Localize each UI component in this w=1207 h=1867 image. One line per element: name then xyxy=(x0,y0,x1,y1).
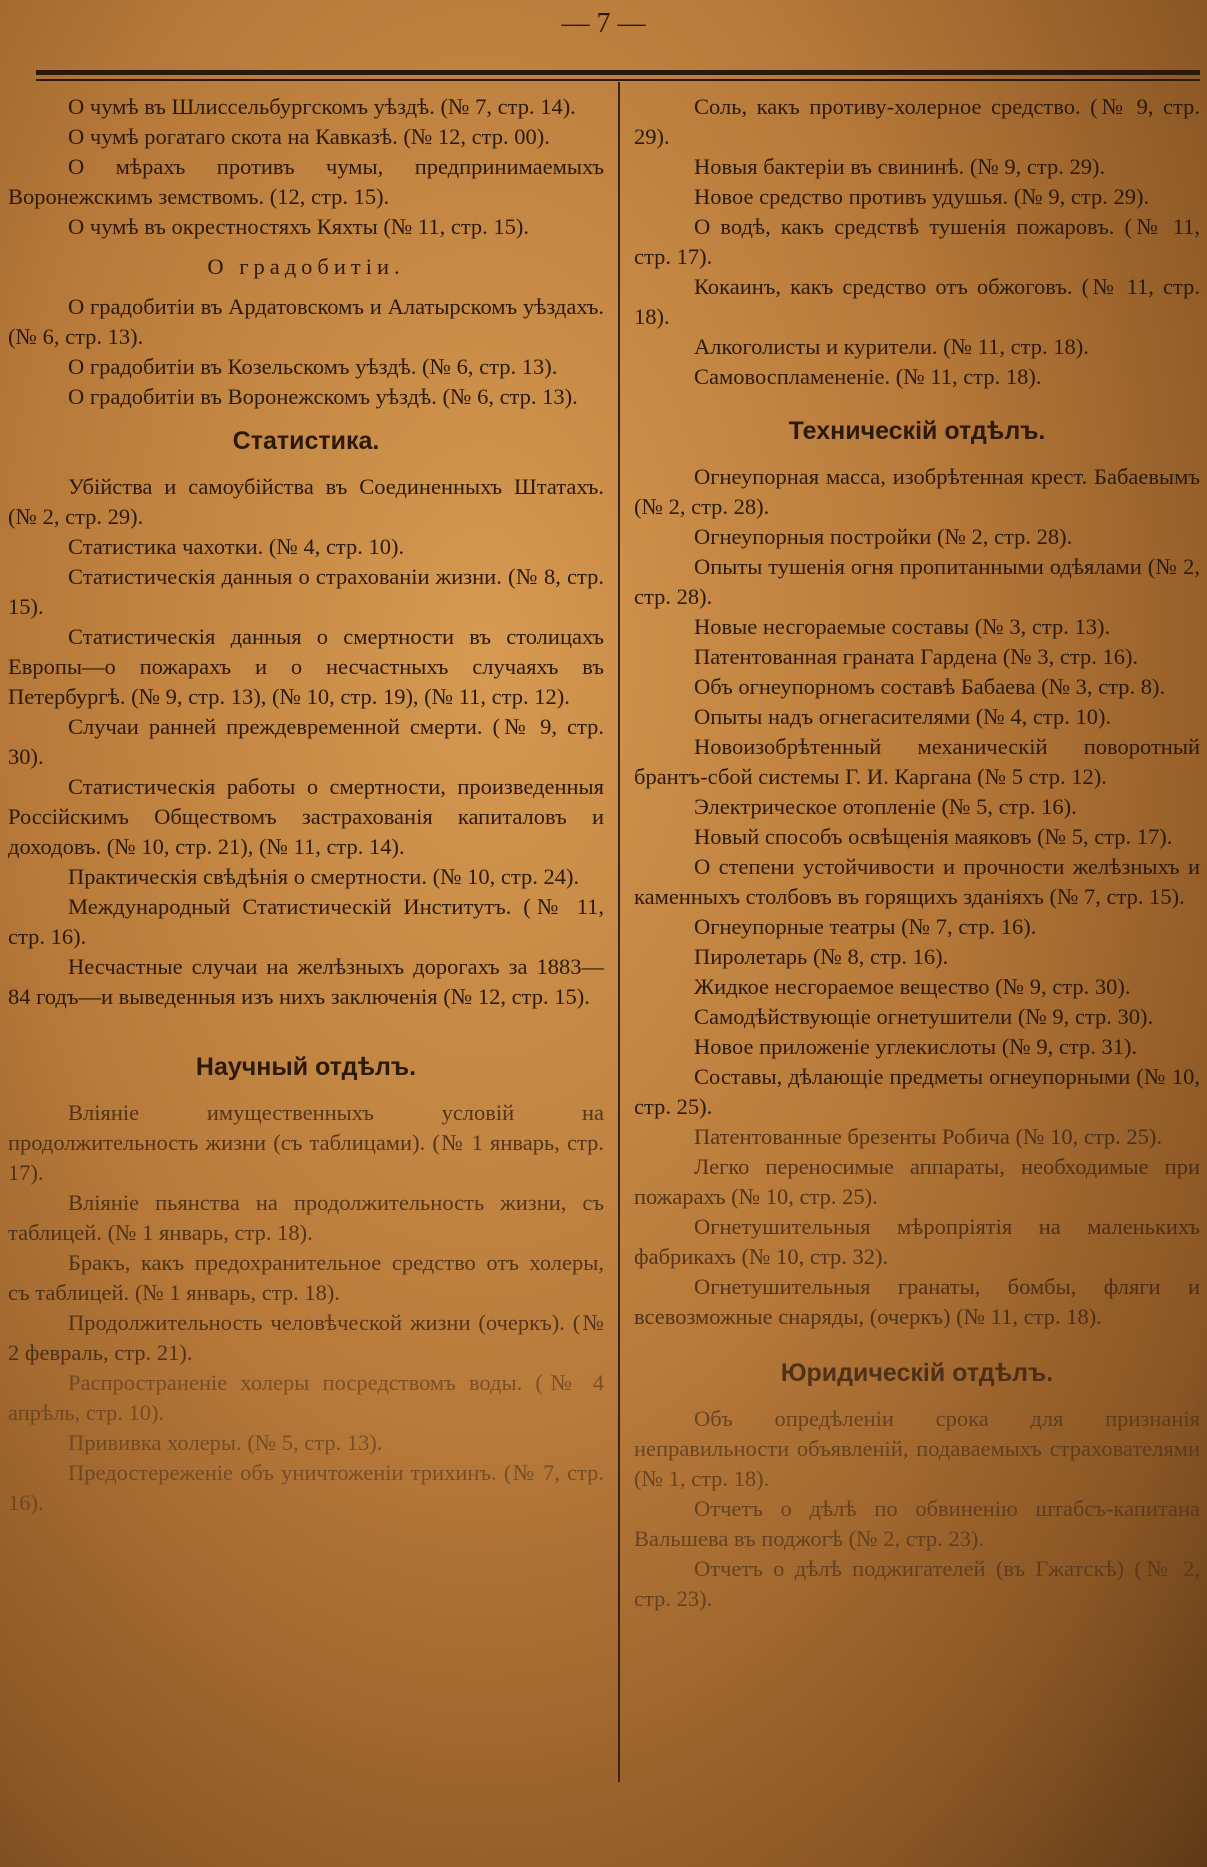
page-number: — 7 — xyxy=(561,8,646,39)
list-item: Вліяніе пьянства на продолжительность жизни, съ таблицей. (№ 1 январь, стр. 18). xyxy=(8,1190,604,1245)
list-item: Самовоспламененіе. (№ 11, стр. 18). xyxy=(694,364,1042,389)
list-item: Прививка холеры. (№ 5, стр. 13). xyxy=(68,1430,383,1455)
list-item: Электрическое отопленіе (№ 5, стр. 16). xyxy=(694,794,1077,819)
list-item: О степени устойчивости и прочности желѣзныхъ и каменныхъ столбовъ въ горящихъ зданіяхъ (№ 7, стр. 15). xyxy=(634,854,1200,909)
list-item: Убійства и самоубійства въ Соединенныхъ Штатахъ. (№ 2, стр. 29). xyxy=(8,474,604,529)
list-item: Огнеупорныя постройки (№ 2, стр. 28). xyxy=(694,524,1073,549)
list-item: О чумѣ рогатаго скота на Кавказѣ. (№ 12, стр. 00). xyxy=(68,124,550,149)
section-heading-hail: О градобитіи. xyxy=(207,254,405,279)
list-item: Новое средство противъ удушья. (№ 9, стр. 29). xyxy=(694,184,1150,209)
list-item: Кокаинъ, какъ средство отъ обжоговъ. (№ 11, стр. 18). xyxy=(634,274,1200,329)
list-item: Отчетъ о дѣлѣ поджигателей (въ Гжатскѣ) (№ 2, стр. 23). xyxy=(634,1556,1200,1611)
list-item: Опыты тушенія огня пропитанными одѣялами (№ 2, стр. 28). xyxy=(634,554,1200,609)
list-item: Новые несгораемые составы (№ 3, стр. 13). xyxy=(694,614,1111,639)
list-item: Статистическія данныя о смертности въ столицахъ Европы—о пожарахъ и о несчастныхъ случаяхъ въ Петербургѣ. (№ 9, стр. 13), (№ 10, стр. 19), (№ 11, стр. 12). xyxy=(8,624,604,709)
right-column xyxy=(634,92,1200,1614)
list-item: Международный Статистическій Институтъ. (№ 11, стр. 16). xyxy=(8,894,604,949)
section-heading-statistics: Статистика. xyxy=(232,427,380,455)
section-heading-legal: Юридическій отдѣлъ. xyxy=(780,1359,1054,1387)
list-item: Объ огнеупорномъ составѣ Бабаева (№ 3, стр. 8). xyxy=(694,674,1166,699)
header-rule xyxy=(36,70,1200,75)
legal-entries xyxy=(634,1404,1200,1614)
list-item: Составы, дѣлающіе предметы огнеупорными (№ 10, стр. 25). xyxy=(634,1064,1200,1119)
list-item: Легко переносимые аппараты, необходимые при пожарахъ (№ 10, стр. 25). xyxy=(634,1154,1200,1209)
list-item: О градобитіи въ Ардатовскомъ и Алатырскомъ уѣздахъ. (№ 6, стр. 13). xyxy=(8,294,604,349)
science-entries xyxy=(8,1098,604,1518)
list-item: Случаи ранней преждевременной смерти. (№ 9, стр. 30). xyxy=(8,714,604,769)
list-item: Продолжительность человѣческой жизни (очеркъ). (№ 2 февраль, стр. 21). xyxy=(8,1310,604,1365)
list-item: Огнетушительныя мѣропріятія на маленькихъ фабрикахъ (№ 10, стр. 32). xyxy=(634,1214,1200,1269)
list-item: Пиролетарь (№ 8, стр. 16). xyxy=(694,944,949,969)
list-item: Самодѣйствующіе огнетушители (№ 9, стр. 30). xyxy=(694,1004,1154,1029)
list-item: О градобитіи въ Воронежскомъ уѣздѣ. (№ 6, стр. 13). xyxy=(68,384,578,409)
list-item: Огнеупорные театры (№ 7, стр. 16). xyxy=(694,914,1037,939)
list-item: Статистическія работы о смертности, произведенныя Россійскимъ Обществомъ застрахованія капиталовъ и доходовъ. (№ 10, стр. 21), (№ 11, стр. 14). xyxy=(8,774,604,859)
list-item: Огнетушительныя гранаты, бомбы, фляги и всевозможные снаряды, (очеркъ) (№ 11, стр. 18). xyxy=(634,1274,1200,1329)
list-item: О чумѣ въ окрестностяхъ Кяхты (№ 11, стр. 15). xyxy=(68,214,530,239)
section-heading-technical: Техническій отдѣлъ. xyxy=(788,417,1046,445)
list-item: Новый способъ освѣщенія маяковъ (№ 5, стр. 17). xyxy=(694,824,1173,849)
list-item: Опыты надъ огнегасителями (№ 4, стр. 10). xyxy=(694,704,1112,729)
list-item: Бракъ, какъ предохранительное средство отъ холеры, съ таблицей. (№ 1 январь, стр. 18). xyxy=(8,1250,604,1305)
list-item: Соль, какъ противу-холерное средство. (№ 9, стр. 29). xyxy=(634,94,1200,149)
list-item: Объ опредѣленіи срока для признанія неправильности объявленій, подаваемыхъ страхователями (№ 1, стр. 18). xyxy=(634,1406,1200,1491)
list-item: Статистическія данныя о страхованіи жизни. (№ 8, стр. 15). xyxy=(8,564,604,619)
list-item: Несчастные случаи на желѣзныхъ дорогахъ за 1883—84 годъ—и выведенныя изъ нихъ заключенія (№ 12, стр. 15). xyxy=(8,954,604,1009)
list-item: Огнеупорная масса, изобрѣтенная крест. Бабаевымъ (№ 2, стр. 28). xyxy=(634,464,1200,519)
list-item: Алкоголисты и курители. (№ 11, стр. 18). xyxy=(694,334,1089,359)
list-item: О водѣ, какъ средствѣ тушенія пожаровъ. (№ 11, стр. 17). xyxy=(634,214,1200,269)
list-item: Патентованная граната Гардена (№ 3, стр. 16). xyxy=(694,644,1139,669)
list-item: О мѣрахъ противъ чумы, предпринимаемыхъ Воронежскимъ земствомъ. (12, стр. 15). xyxy=(8,154,604,209)
list-item: Вліяніе имущественныхъ условій на продолжительность жизни (съ таблицами). (№ 1 январь, стр. 17). xyxy=(8,1100,604,1185)
list-item: Отчетъ о дѣлѣ по обвиненію штабсъ-капитана Вальшева въ поджогѣ (№ 2, стр. 23). xyxy=(634,1496,1200,1551)
list-item: Новое приложеніе углекислоты (№ 9, стр. 31). xyxy=(694,1034,1138,1059)
list-item: Предостереженіе объ уничтоженіи трихинъ. (№ 7, стр. 16). xyxy=(8,1460,604,1515)
left-column xyxy=(8,92,604,1518)
list-item: Новоизобрѣтенный механическій поворотный брантъ-сбой системы Г. И. Каргана (№ 5 стр. 12). xyxy=(634,734,1200,789)
list-item: О чумѣ въ Шлиссельбургскомъ уѣздѣ. (№ 7, стр. 14). xyxy=(68,94,576,119)
list-item: Жидкое несгораемое вещество (№ 9, стр. 30). xyxy=(694,974,1131,999)
list-item: О градобитіи въ Козельскомъ уѣздѣ. (№ 6, стр. 13). xyxy=(68,354,558,379)
column-divider xyxy=(618,82,620,1782)
list-item: Статистика чахотки. (№ 4, стр. 10). xyxy=(68,534,405,559)
list-item: Распространеніе холеры посредствомъ воды. (№ 4 апрѣль, стр. 10). xyxy=(8,1370,604,1425)
list-item: Новыя бактеріи въ свининѣ. (№ 9, стр. 29). xyxy=(694,154,1106,179)
list-item: Патентованные брезенты Робича (№ 10, стр. 25). xyxy=(694,1124,1163,1149)
section-heading-science: Научный отдѣлъ. xyxy=(195,1053,417,1081)
list-item: Практическія свѣдѣнія о смертности. (№ 10, стр. 24). xyxy=(68,864,580,889)
header-rule-thin xyxy=(36,79,1200,81)
